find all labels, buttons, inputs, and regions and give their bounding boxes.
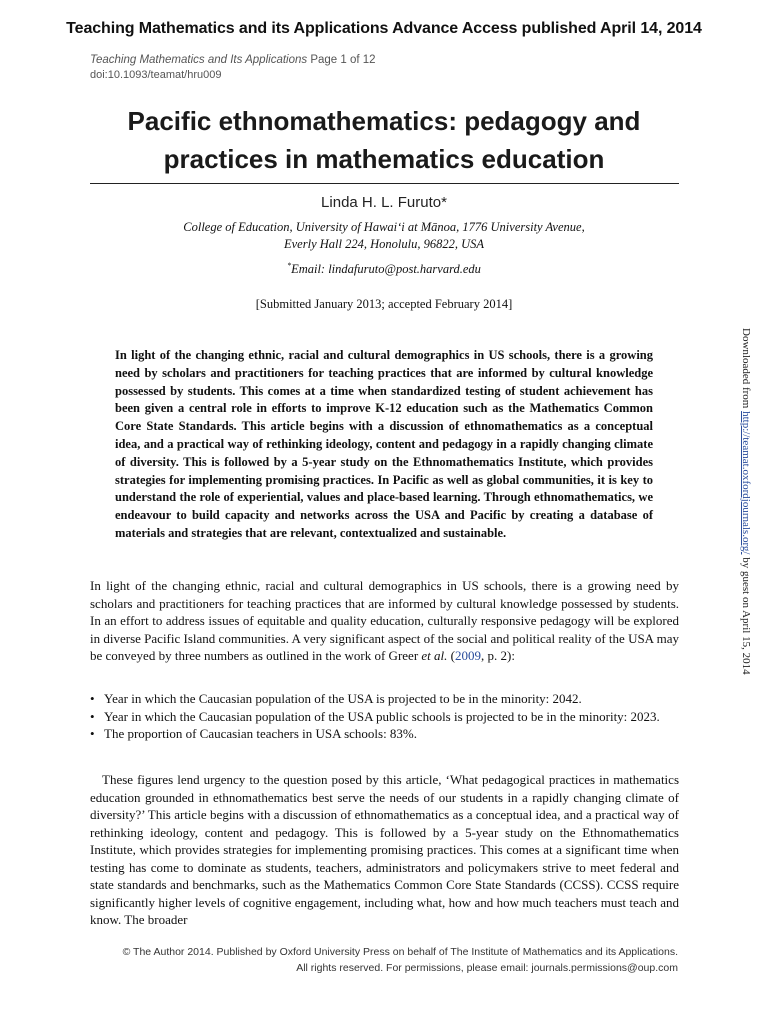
bullet-icon: •	[90, 726, 95, 741]
author-email	[0, 261, 768, 277]
list-item	[90, 708, 679, 726]
intro-text: In light of the changing ethnic, racial and cultural demographics in US schools, there is a growing need by scholars and practitioners for teaching practices that are informed by cultural knowledge possessed by students. In an effort to address issues of equitable and quality education, culturally responsive pedagogy will be explored in diverse Pacific Island communities. A very significant aspect of the social and political reality of the USA may be conveyed by three numbers as outlined in the work of Greer	[90, 578, 679, 663]
cite-close: , p. 2):	[481, 648, 515, 663]
advance-access-banner: Teaching Mathematics and its Applications Advance Access published April 14, 2014	[66, 20, 702, 37]
bullet-icon: •	[90, 708, 95, 724]
author-name: Linda H. L. Furuto*	[321, 194, 447, 211]
download-link[interactable]: http://teamat.oxfordjournals.org/	[740, 411, 752, 555]
list-item-text: The proportion of Caucasian teachers in USA schools: 83%.	[104, 726, 418, 741]
list-item-text: Year in which the Caucasian population of the USA is projected to be in the minority: 2042.	[104, 691, 582, 706]
list-item	[90, 690, 679, 708]
copyright-line-2: All rights reserved. For permissions, please email: journals.permissions@oup.com	[296, 962, 678, 974]
bullet-icon: •	[90, 691, 95, 706]
doi: doi:10.1093/teamat/hru009	[90, 69, 222, 81]
statistics-list	[90, 690, 679, 743]
list-item-text: Year in which the Caucasian population of the USA public schools is projected to be in the minority: 2023.	[104, 708, 660, 724]
email-text: Email: lindafuruto@post.harvard.edu	[291, 262, 481, 277]
et-al: et al.	[421, 648, 448, 663]
affiliation-line-1: College of Education, University of Hawai‘i at Mānoa, 1776 University Avenue,	[183, 220, 585, 234]
copyright-footer	[123, 944, 678, 976]
email-marker: *	[287, 261, 292, 270]
submission-dates: [Submitted January 2013; accepted February 2014]	[255, 297, 513, 311]
intro-paragraph	[90, 577, 679, 665]
title-divider	[90, 183, 679, 184]
title-line-1: Pacific ethnomathematics: pedagogy and	[127, 106, 641, 136]
download-prefix: Downloaded from	[740, 328, 752, 412]
journal-name: Teaching Mathematics and Its Applications	[90, 54, 308, 66]
article-title	[60, 102, 708, 178]
copyright-line-1: © The Author 2014. Published by Oxford University Press on behalf of The Institute of Mathematics and its Applications.	[122, 946, 678, 958]
author-affiliation	[140, 219, 628, 253]
citation-link-2009[interactable]: 2009	[455, 648, 481, 663]
abstract: In light of the changing ethnic, racial and cultural demographics in US schools, there is a growing need by scholars and practitioners for teaching practices that are informed by cultural knowledge possessed by students. This comes at a time when standardized testing of student achievement has been given a central role in efforts to improve K-12 education such as the Mathematics Common Core State Standards. This article begins with a discussion of ethnomathematics as a conceptual idea, and a practical way of rethinking ideology, content and pedagogy in a rapidly changing climate of diversity. This is followed by a 5-year study on the Ethnomathematics Institute, which provides strategies for implementing promising practices. In Pacific as well as global communities, it is key to understand the role of experiential, values and place-based learning. Through ethnomathematics, we endeavour to build capacity and networks across the USA and Pacific by creating a database of materials and strategies that are relevant, contextualized and sustainable.	[115, 348, 653, 540]
download-suffix: by guest on April 15, 2014	[740, 554, 752, 675]
cite-open: (	[447, 648, 455, 663]
download-notice	[740, 328, 752, 675]
list-item	[90, 725, 679, 743]
journal-citation	[90, 54, 376, 66]
affiliation-line-2: Everly Hall 224, Honolulu, 96822, USA	[284, 237, 484, 251]
title-line-2: practices in mathematics education	[163, 144, 605, 174]
body-paragraph: These figures lend urgency to the question posed by this article, ‘What pedagogical practices in mathematics education grounded in ethnomathematics best serve the needs of our students in a rapidly changing climate of diversity?’ This article begins with a discussion of ethnomathematics as a conceptual idea, and a practical way of rethinking ideology, content and pedagogy. This is followed by a 5-year study on the Ethnomathematics Institute, which provides strategies for implementing promising practices. This comes at a significant time when testing has come to dominate as students, teachers, administrators and policymakers strive to meet federal and state standards and benchmarks, such as the Mathematics Common Core State Standards (CCSS). CCSS require significantly higher levels of cognitive engagement, including what, how and how much teachers must teach and know. The broader	[90, 772, 679, 927]
page-info: Page 1 of 12	[310, 54, 376, 66]
